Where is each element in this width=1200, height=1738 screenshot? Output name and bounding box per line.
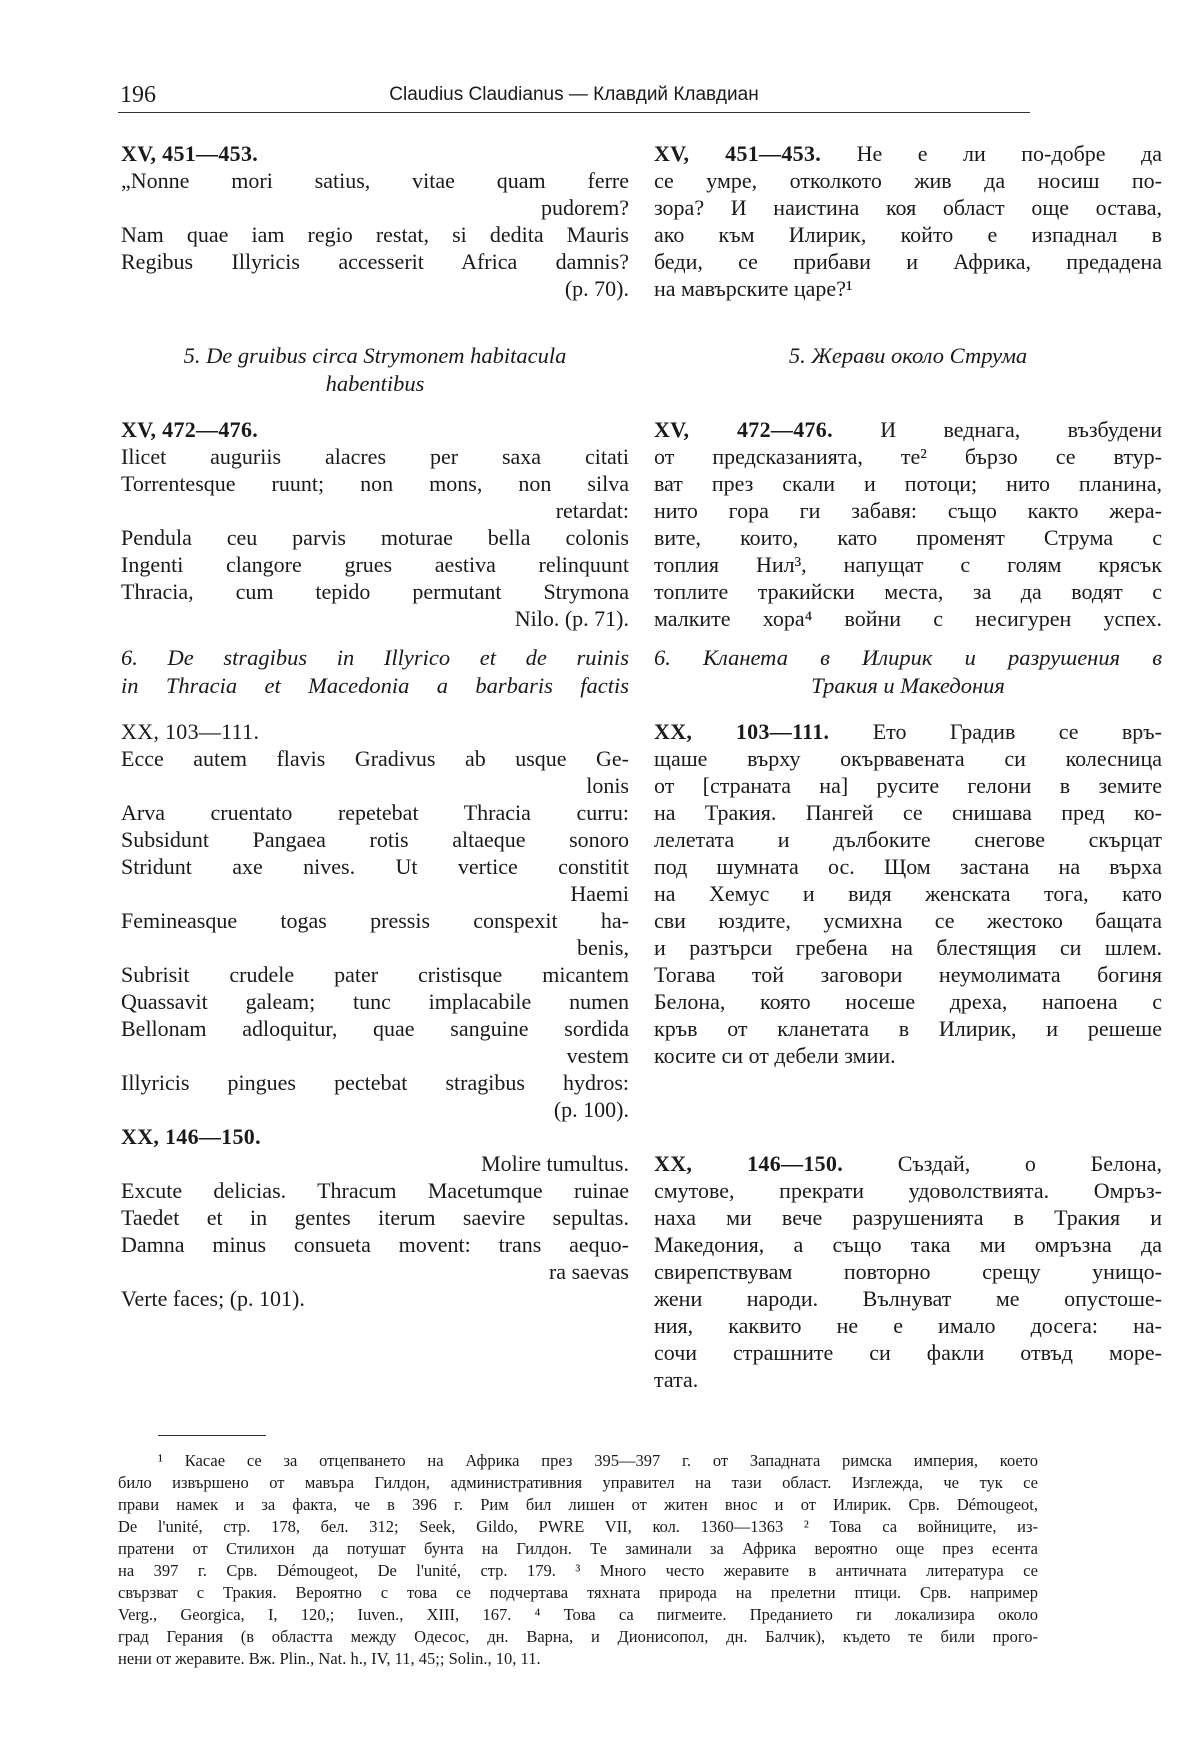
translation-line: топлите тракийски места, за да водят с	[654, 579, 1162, 604]
heading-line: 6. De stragibus in Illyrico et de ruinis	[121, 645, 629, 670]
translation-text: И веднага, възбудени	[880, 417, 1162, 442]
verse-line: ra saevas	[548, 1259, 629, 1284]
latin-passage-ref: XV, 472—476.	[121, 417, 259, 442]
translation-text: Ето Градив се връ-	[872, 719, 1162, 744]
translation-line: вите, които, като променят Струма с	[654, 525, 1162, 550]
verse-line: Molire tumultus.	[481, 1151, 629, 1176]
latin-passage-4	[121, 1123, 629, 1312]
translation-line: малките хора⁴ войни с несигурен успех.	[654, 606, 1162, 631]
footnotes	[118, 1450, 1038, 1670]
verse-line: Nam quae iam regio restat, si dedita Mauris	[121, 222, 629, 247]
page-reference: (p. 100).	[553, 1097, 629, 1122]
translation-line: топлия Нил³, напущат с голям крясък	[654, 552, 1162, 577]
verse-line: Femineasque togas pressis conspexit ha-	[121, 908, 629, 933]
translation-line: ват през скали и потоци; нито планина,	[654, 471, 1162, 496]
translation-line: и разтърси гребена на блестящия си шлем.	[654, 935, 1162, 960]
latin-passage-2	[121, 416, 629, 632]
translation-line: сочи страшните си факли отвъд море-	[654, 1340, 1162, 1365]
translation-line: ако към Илирик, който е изпаднал в	[654, 222, 1162, 247]
page-reference: (p. 70).	[564, 276, 629, 301]
verse-line: Subsidunt Pangaea rotis altaeque sonoro	[121, 827, 629, 852]
translation-line: от [страната на] русите гелони в земите	[654, 773, 1162, 798]
verse-line: Regibus Illyricis accesserit Africa damnis?	[121, 249, 629, 274]
page-header	[118, 82, 1030, 113]
translation-line: наха ми вече разрушенията в Тракия и	[654, 1205, 1162, 1230]
verse-line: Damna minus consueta movent: trans aequo-	[121, 1232, 629, 1257]
verse-line: Illyricis pingues pectebat stragibus hydros:	[121, 1070, 629, 1095]
verse-line: Excute delicias. Thracum Macetumque ruinae	[121, 1178, 629, 1203]
translation-first-line	[654, 140, 1162, 167]
translation-text: Създай, о Белона,	[897, 1151, 1162, 1176]
translation-line: на мавърските царе?¹	[654, 276, 853, 301]
heading-line: 5. Жерави около Струма	[788, 343, 1028, 368]
verse-line: pudorem?	[541, 195, 629, 220]
translation-line: тата.	[654, 1367, 699, 1392]
translation-passage-1	[654, 140, 1162, 302]
latin-passage-ref: XV, 451—453.	[121, 141, 259, 166]
verse-line: Verte faces; (p. 101).	[121, 1286, 305, 1311]
footnote-line: град Герания (в областта между Одесос, дн. Варна, и Дионисопол, дн. Балчик), където те били прого-	[118, 1627, 1038, 1646]
verse-line: Nilo. (p. 71).	[514, 606, 629, 631]
verse-line: Ilicet auguriis alacres per saxa citati	[121, 444, 629, 469]
footnote-line: нени от жеравите. Вж. Plin., Nat. h., IV, 11, 45;; Solin., 10, 11.	[118, 1649, 541, 1668]
heading-line: 6. Кланета в Илирик и разрушения в	[654, 645, 1162, 670]
verse-line: lonis	[586, 773, 629, 798]
footnote-divider	[158, 1435, 266, 1436]
section-heading-5-latin	[121, 342, 629, 398]
translation-line: Белона, която носеше дреха, напоена с	[654, 989, 1162, 1014]
verse-line: Bellonam adloquitur, quae sanguine sordida	[121, 1016, 629, 1041]
footnote-line: De l'unité, стр. 178, бел. 312; Seek, Gildo, PWRE VII, кол. 1360—1363 ² Това са войниците, из-	[118, 1517, 1038, 1536]
translation-line: Тогава той заговори неумолимата богиня	[654, 962, 1162, 987]
footnote-line: Verg., Georgica, I, 120,; Iuven., XIII, 167. ⁴ Това са пигмеите. Преданието ги локализира около	[118, 1605, 1038, 1624]
footnote-line: било извършено от мавъра Гилдон, административния управител на тази област. Изглежда, че тук се	[118, 1473, 1038, 1492]
section-heading-6-latin	[121, 644, 629, 700]
translation-line: лелетата и дълбоките снегове скърцат	[654, 827, 1162, 852]
footnote-line: ¹ Касае се за отцепването на Африка през 395—397 г. от Западната римска империя, което	[158, 1451, 1038, 1470]
translation-line: щаше върху окървавената си колесница	[654, 746, 1162, 771]
translation-line: сви юздите, усмихна се жестоко бащата	[654, 908, 1162, 933]
translation-line: косите си от дебели змии.	[654, 1043, 896, 1068]
translation-first-line	[654, 416, 1162, 443]
translation-line: на Тракия. Пангей се снишава пред ко-	[654, 800, 1162, 825]
latin-passage-ref: XX, 103—111.	[121, 719, 260, 744]
verse-line: retardat:	[555, 498, 629, 523]
running-title: Claudius Claudianus — Клавдий Клавдиан	[389, 84, 759, 105]
verse-line: Stridunt axe nives. Ut vertice constitit	[121, 854, 629, 879]
translation-line: Македония, а също така ми омръзна да	[654, 1232, 1162, 1257]
verse-line: Quassavit galeam; tunc implacabile numen	[121, 989, 629, 1014]
section-heading-5-translation	[654, 342, 1162, 370]
translation-line: ния, каквито не е имало досега: на-	[654, 1313, 1162, 1338]
verse-line: Haemi	[570, 881, 629, 906]
translation-line: от предсказанията, те² бързо се втур-	[654, 444, 1162, 469]
heading-line: habentibus	[325, 371, 425, 396]
translation-text: Не е ли по-добре да	[856, 141, 1162, 166]
latin-passage-3	[121, 718, 629, 1123]
latin-passage-ref: XX, 146—150.	[121, 1124, 261, 1149]
translation-passage-ref: XX, 146—150.	[654, 1151, 844, 1176]
footnote-line: на 397 г. Срв. Démougeot, De l'unité, стр. 179. ³ Много често жеравите в античната литература се	[118, 1561, 1038, 1580]
translation-line: свирепствувам повторно срещу унищо-	[654, 1259, 1162, 1284]
verse-line: benis,	[577, 935, 629, 960]
verse-line: Thracia, cum tepido permutant Strymona	[121, 579, 629, 604]
verse-line: vestem	[566, 1043, 629, 1068]
verse-line: „Nonne mori satius, vitae quam ferre	[121, 168, 629, 193]
translation-first-line	[654, 718, 1162, 745]
translation-passage-ref: XX, 103—111.	[654, 719, 830, 744]
verse-line: Subrisit crudele pater cristisque micantem	[121, 962, 629, 987]
heading-line: in Thracia et Macedonia a barbaris factis	[121, 673, 629, 698]
translation-passage-4	[654, 1150, 1162, 1393]
verse-line: Ingenti clangore grues aestiva relinquunt	[121, 552, 629, 577]
translation-line: се умре, отколкото жив да носиш по-	[654, 168, 1162, 193]
translation-first-line	[654, 1150, 1162, 1177]
translation-line: на Хемус и видя женската тога, като	[654, 881, 1162, 906]
footnote-line: прави намек и за факта, че в 396 г. Рим бил лишен от житен внос и от Илирик. Срв. Démougeot,	[118, 1495, 1038, 1514]
section-heading-6-translation	[654, 644, 1162, 700]
verse-line: Arva cruentato repetebat Thracia curru:	[121, 800, 629, 825]
translation-line: беди, се прибави и Африка, предадена	[654, 249, 1162, 274]
page-number: 196	[120, 82, 156, 108]
verse-line: Ecce autem flavis Gradivus ab usque Ge-	[121, 746, 629, 771]
translation-line: смутове, прекрати удоволствията. Омръз-	[654, 1178, 1162, 1203]
translation-line: под шумната ос. Щом застана на върха	[654, 854, 1162, 879]
footnote-line: свързват с Тракия. Вероятно с това се подчертава тяхната природа на прелетни птици. Срв. например	[118, 1583, 1038, 1602]
translation-passage-ref: XV, 451—453.	[654, 141, 822, 166]
translation-passage-2	[654, 416, 1162, 632]
verse-line: Torrentesque ruunt; non mons, non silva	[121, 471, 629, 496]
translation-line: зора? И наистина коя област още остава,	[654, 195, 1162, 220]
verse-line: Pendula ceu parvis moturae bella colonis	[121, 525, 629, 550]
translation-line: нито гора ги забавя: също както жера-	[654, 498, 1162, 523]
translation-passage-ref: XV, 472—476.	[654, 417, 833, 442]
heading-line: Тракия и Македония	[811, 673, 1005, 698]
latin-passage-1	[121, 140, 629, 302]
heading-line: 5. De gruibus circa Strymonem habitacula	[183, 343, 567, 368]
translation-line: жени народи. Вълнуват ме опустоше-	[654, 1286, 1162, 1311]
footnote-line: пратени от Стилихон да потушат бунта на Гилдон. Те заминали за Африка вероятно още през есента	[118, 1539, 1038, 1558]
translation-line: кръв от кланетата в Илирик, и решеше	[654, 1016, 1162, 1041]
verse-line: Taedet et in gentes iterum saevire sepultas.	[121, 1205, 629, 1230]
translation-passage-3	[654, 718, 1162, 1069]
